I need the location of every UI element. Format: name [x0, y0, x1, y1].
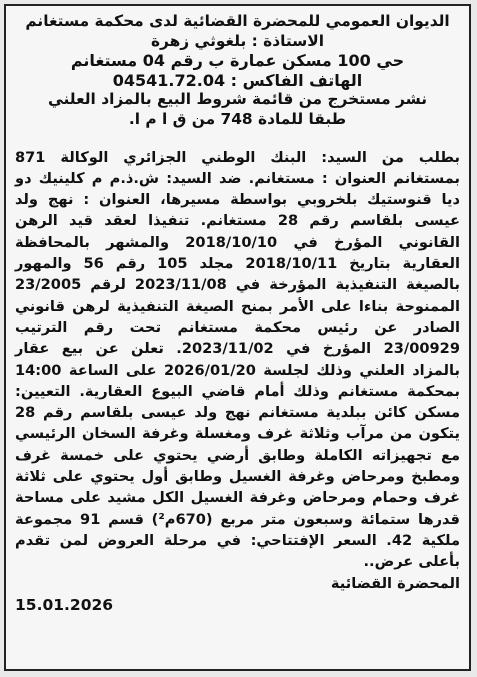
legal-notice: [4, 4, 471, 671]
notice-header: [15, 12, 460, 130]
notice-body: بطلب من السيد: البنك الوطني الجزائري الوكالة 871 بمستغانم العنوان : مستغانم. ضد السيد: ش.ذ.م م كلينيك دو ديا قنوستيك بلخروبي بواسطة مسيرها، العنوان : نهج ولد عيسى بلقاسم رقم 28 مستغانم. تنفيذا لعقد قيد الرهن القانوني المؤرخ في 2018/10/10 والمشهر بالمحافظة العقارية بتاريخ 2018/10/11 مجلد 105 رقم 56 والمهور بالصيغة التنفيذية المؤرخة في 2023/11/08 لرقم 23/2005 الممنوحة بناءا على الأمر بمنح الصيغة التنفيذية لرهن قانوني الصادر عن رئيس محكمة مستغانم تحت رقم الترتيب 23/00929 المؤرخ في 2023/11/02. تعلن عن بيع عقار بالمزاد العلني وذلك لجلسة 2026/01/20 على الساعة 14:00 بمحكمة مستغانم وذلك أمام قاضي البيوع العقارية. التعيين: مسكن كائن ببلدية مستغانم نهج ولد عيسى بلقاسم رقم 28 يتكون من مرآب وثلاثة غرف ومغسلة وغرفة السخان الرئيسي مع تجهيزاته الكاملة وطابق أرضي يحتوي على خمسة غرف ومطبخ ومرحاض وغرفة الغسيل وطابق أول يحتوي على ثلاثة غرف وحمام ومرحاض وغرفة الغسيل الكل مشيد على مساحة قدرها ستمائة وسبعون متر مربع (670م²) قسم 91 مجموعة ملكية 42. السعر الإفتتاحي: في مرحلة العروض لمن تقدم بأعلى عرض..: [15, 148, 461, 571]
signer-title: المحضرة القضائية: [330, 574, 460, 592]
notice-subject: نشر مستخرج من قائمة شروط البيع بالمزاد العلني: [47, 90, 428, 109]
office-name: الديوان العمومي للمحضرة القضائية لدى محكمة مستغانم: [25, 12, 450, 30]
notice-date: 15.01.2026: [15, 595, 114, 614]
bailiff-name: الاستاذة : بلغوثي زهرة: [150, 31, 325, 50]
phone-fax: الهاتف الفاكس : 04541.72.04: [112, 70, 363, 90]
legal-basis: طبقا للمادة 748 من ق ا م ا.: [128, 109, 347, 128]
office-address: حي 100 مسكن عمارة ب رقم 04 مستغانم: [70, 51, 405, 71]
